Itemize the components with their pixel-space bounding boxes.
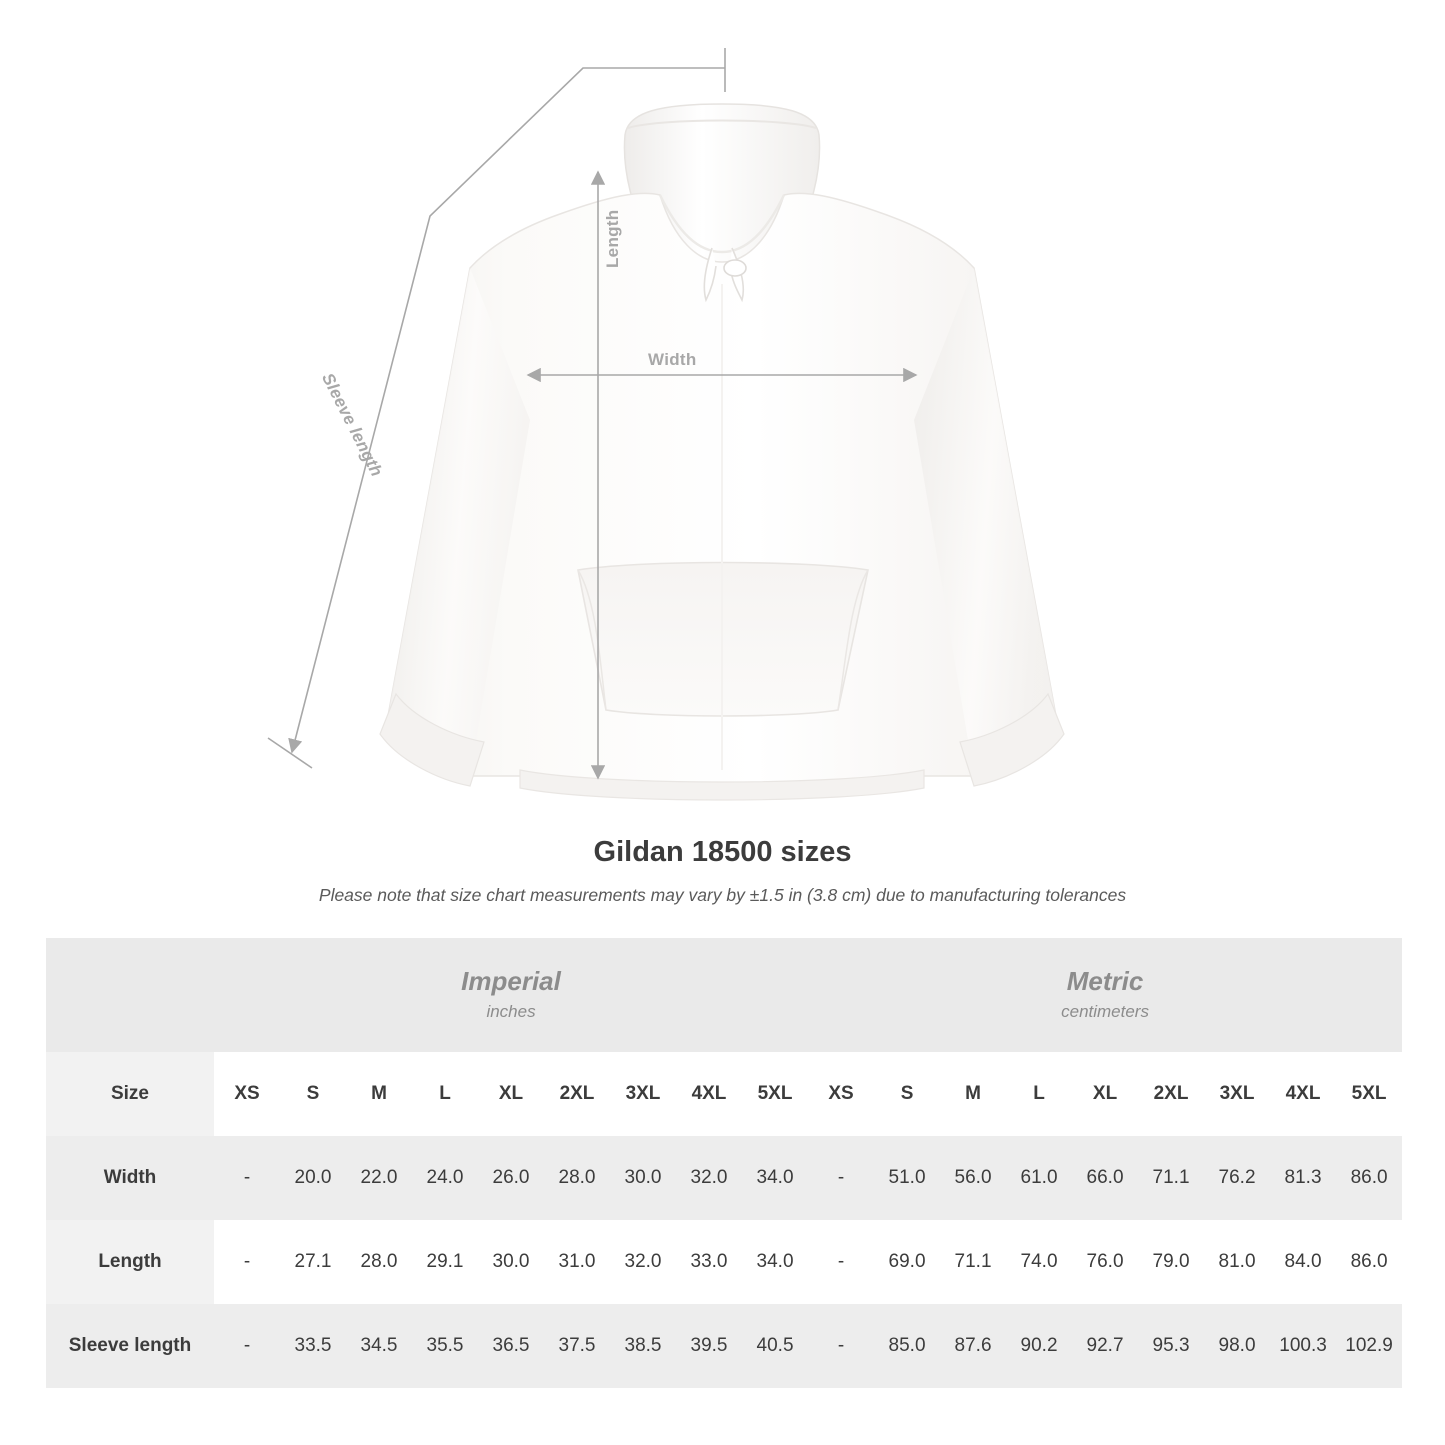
size-header-imperial-5xl: 5XL (742, 1052, 808, 1136)
sleeve-metric-4xl: 100.3 (1270, 1304, 1336, 1388)
size-header-imperial-2xl: 2XL (544, 1052, 610, 1136)
sleeve-imperial-l: 35.5 (412, 1304, 478, 1388)
width-metric-m: 56.0 (940, 1136, 1006, 1220)
width-label: Width (648, 350, 697, 369)
sleeve-imperial-2xl: 37.5 (544, 1304, 610, 1388)
unit-header-metric (808, 938, 1402, 1052)
sleeve-metric-2xl: 95.3 (1138, 1304, 1204, 1388)
unit-imperial-name: Imperial (461, 966, 561, 997)
unit-imperial-sub: inches (486, 1001, 536, 1021)
sleeve-metric-m: 87.6 (940, 1304, 1006, 1388)
size-header-imperial-4xl: 4XL (676, 1052, 742, 1136)
length-metric-2xl: 79.0 (1138, 1220, 1204, 1304)
size-header-metric-2xl: 2XL (1138, 1052, 1204, 1136)
size-header-metric-l: L (1006, 1052, 1072, 1136)
size-header-metric-5xl: 5XL (1336, 1052, 1402, 1136)
length-imperial-l: 29.1 (412, 1220, 478, 1304)
table-row-width (46, 1136, 1402, 1220)
size-header-metric-s: S (874, 1052, 940, 1136)
size-header-metric-3xl: 3XL (1204, 1052, 1270, 1136)
size-header-imperial-xl: XL (478, 1052, 544, 1136)
length-metric-m: 71.1 (940, 1220, 1006, 1304)
width-metric-xl: 66.0 (1072, 1136, 1138, 1220)
length-imperial-m: 28.0 (346, 1220, 412, 1304)
sleeve-metric-xl: 92.7 (1072, 1304, 1138, 1388)
width-metric-4xl: 81.3 (1270, 1136, 1336, 1220)
size-header-metric-4xl: 4XL (1270, 1052, 1336, 1136)
row-label-length: Length (46, 1220, 214, 1304)
sleeve-metric-xs: - (808, 1304, 874, 1388)
sleeve-imperial-4xl: 39.5 (676, 1304, 742, 1388)
length-imperial-2xl: 31.0 (544, 1220, 610, 1304)
row-label-sleeve-length: Sleeve length (46, 1304, 214, 1388)
length-metric-xl: 76.0 (1072, 1220, 1138, 1304)
width-metric-s: 51.0 (874, 1136, 940, 1220)
sleeve-length-label: Sleeve length (318, 370, 387, 480)
sleeve-imperial-m: 34.5 (346, 1304, 412, 1388)
size-header-row (46, 1052, 1402, 1136)
size-header-imperial-xs: XS (214, 1052, 280, 1136)
sleeve-metric-l: 90.2 (1006, 1304, 1072, 1388)
length-metric-l: 74.0 (1006, 1220, 1072, 1304)
length-label: Length (603, 209, 622, 268)
sleeve-metric-5xl: 102.9 (1336, 1304, 1402, 1388)
width-imperial-m: 22.0 (346, 1136, 412, 1220)
sleeve-metric-3xl: 98.0 (1204, 1304, 1270, 1388)
size-header-metric-m: M (940, 1052, 1006, 1136)
width-imperial-5xl: 34.0 (742, 1136, 808, 1220)
length-imperial-s: 27.1 (280, 1220, 346, 1304)
size-header-label: Size (46, 1052, 214, 1136)
length-metric-xs: - (808, 1220, 874, 1304)
table-row-sleeve-length (46, 1304, 1402, 1388)
size-header-metric-xs: XS (808, 1052, 874, 1136)
width-imperial-xl: 26.0 (478, 1136, 544, 1220)
length-imperial-xs: - (214, 1220, 280, 1304)
width-imperial-4xl: 32.0 (676, 1136, 742, 1220)
sleeve-imperial-5xl: 40.5 (742, 1304, 808, 1388)
width-metric-5xl: 86.0 (1336, 1136, 1402, 1220)
unit-metric-sub: centimeters (1061, 1001, 1149, 1021)
length-imperial-xl: 30.0 (478, 1220, 544, 1304)
unit-metric-name: Metric (1066, 966, 1144, 997)
width-imperial-3xl: 30.0 (610, 1136, 676, 1220)
width-metric-xs: - (808, 1136, 874, 1220)
length-metric-s: 69.0 (874, 1220, 940, 1304)
size-header-imperial-s: S (280, 1052, 346, 1136)
unit-header-imperial (214, 938, 808, 1052)
unit-header-row (46, 938, 1402, 1052)
size-header-imperial-3xl: 3XL (610, 1052, 676, 1136)
length-imperial-3xl: 32.0 (610, 1220, 676, 1304)
size-chart-table (46, 938, 1402, 1388)
length-metric-4xl: 84.0 (1270, 1220, 1336, 1304)
width-imperial-s: 20.0 (280, 1136, 346, 1220)
length-imperial-4xl: 33.0 (676, 1220, 742, 1304)
sleeve-imperial-s: 33.5 (280, 1304, 346, 1388)
table-row-length (46, 1220, 1402, 1304)
width-imperial-l: 24.0 (412, 1136, 478, 1220)
tolerance-note: Please note that size chart measurements may vary by ±1.5 in (3.8 cm) due to manufacturing tolerances (318, 885, 1127, 905)
sleeve-imperial-xl: 36.5 (478, 1304, 544, 1388)
page-title: Gildan 18500 sizes (593, 836, 852, 868)
sleeve-tick-bottom (268, 738, 312, 768)
length-metric-3xl: 81.0 (1204, 1220, 1270, 1304)
unit-header-spacer (46, 938, 214, 1052)
width-metric-2xl: 71.1 (1138, 1136, 1204, 1220)
width-imperial-2xl: 28.0 (544, 1136, 610, 1220)
size-chart-table-wrapper (46, 938, 1399, 1388)
width-metric-l: 61.0 (1006, 1136, 1072, 1220)
title-block (0, 836, 1445, 906)
size-header-imperial-m: M (346, 1052, 412, 1136)
size-header-imperial-l: L (412, 1052, 478, 1136)
length-metric-5xl: 86.0 (1336, 1220, 1402, 1304)
sleeve-imperial-xs: - (214, 1304, 280, 1388)
length-imperial-5xl: 34.0 (742, 1220, 808, 1304)
sleeve-metric-s: 85.0 (874, 1304, 940, 1388)
hoodie-artwork (380, 104, 1064, 800)
size-header-metric-xl: XL (1072, 1052, 1138, 1136)
width-metric-3xl: 76.2 (1204, 1136, 1270, 1220)
row-label-width: Width (46, 1136, 214, 1220)
sleeve-imperial-3xl: 38.5 (610, 1304, 676, 1388)
width-imperial-xs: - (214, 1136, 280, 1220)
